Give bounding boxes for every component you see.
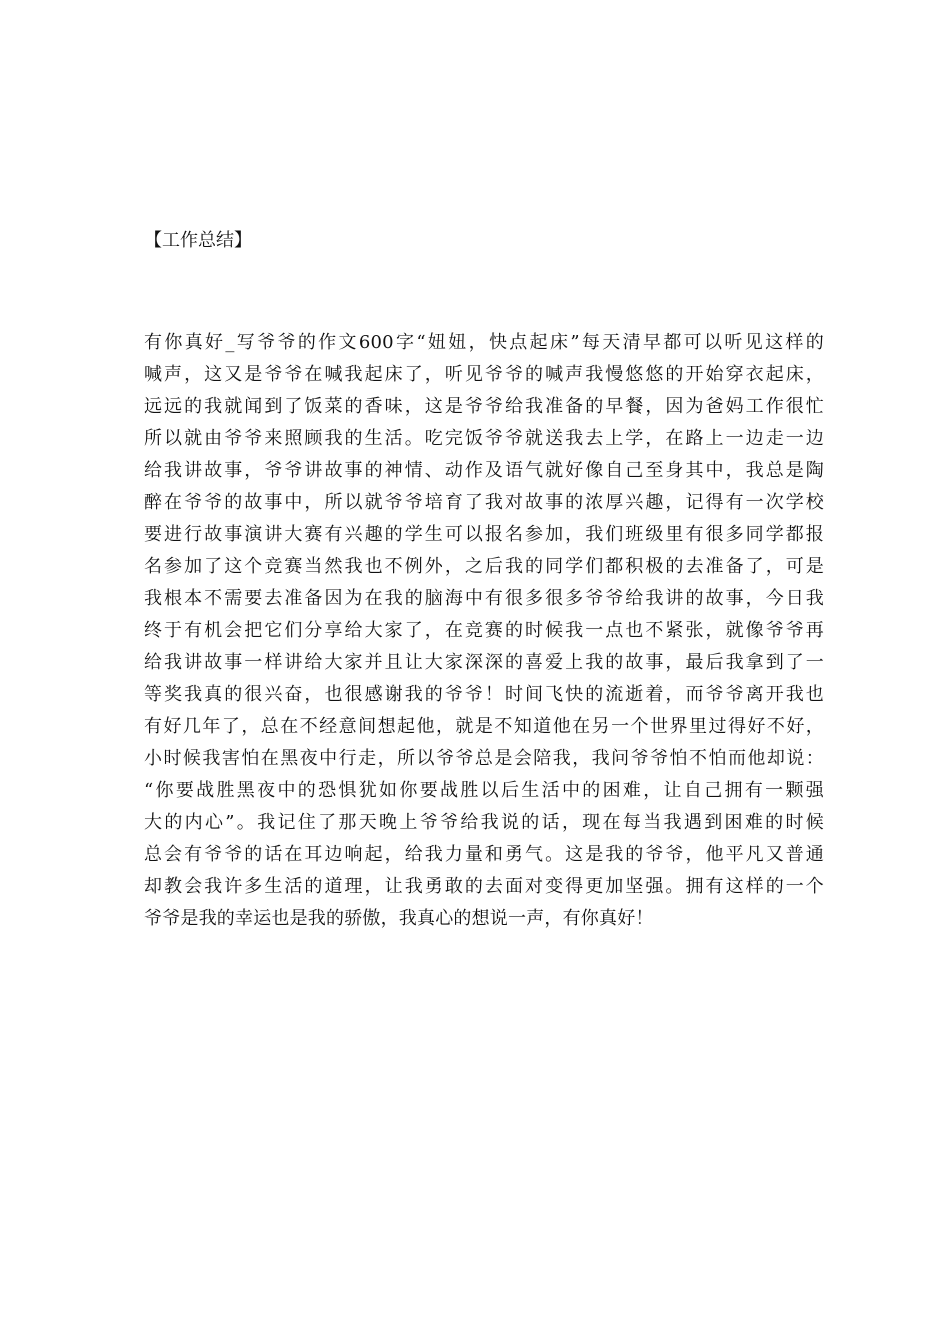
body-line: 给我讲故事，爷爷讲故事的神情、动作及语气就好像自己至身其中，我总是陶 (144, 460, 824, 481)
body-line: 有好几年了，总在不经意间想起他，就是不知道他在另一个世界里过得好不好， (144, 716, 824, 737)
document-heading: 【工作总结】 (144, 230, 252, 251)
body-line: 我根本不需要去准备因为在我的脑海中有很多很多爷爷给我讲的故事，今日我 (144, 588, 824, 609)
body-line: 总会有爷爷的话在耳边响起，给我力量和勇气。这是我的爷爷，他平凡又普通 (144, 844, 824, 865)
body-line: 终于有机会把它们分享给大家了，在竞赛的时候我一点也不紧张，就像爷爷再 (144, 620, 824, 641)
body-line: 远远的我就闻到了饭菜的香味，这是爷爷给我准备的早餐，因为爸妈工作很忙 (144, 396, 824, 417)
body-line: 小时候我害怕在黑夜中行走，所以爷爷总是会陪我，我问爷爷怕不怕而他却说： (144, 748, 824, 769)
body-line: 给我讲故事一样讲给大家并且让大家深深的喜爱上我的故事，最后我拿到了一 (144, 652, 824, 673)
body-line: 爷爷是我的幸运也是我的骄傲，我真心的想说一声，有你真好！ (144, 908, 654, 929)
document-body (144, 327, 824, 935)
body-line: 有你真好_写爷爷的作文600字“妞妞，快点起床”每天清早都可以听见这样的 (144, 332, 824, 353)
body-line: 却教会我许多生活的道理，让我勇敢的去面对变得更加坚强。拥有这样的一个 (144, 876, 824, 897)
body-line: 醉在爷爷的故事中，所以就爷爷培育了我对故事的浓厚兴趣，记得有一次学校 (144, 492, 824, 513)
body-line: 等奖我真的很兴奋，也很感谢我的爷爷！时间飞快的流逝着，而爷爷离开我也 (144, 684, 824, 705)
body-line: 大的内心”。我记住了那天晚上爷爷给我说的话，现在每当我遇到困难的时候 (144, 812, 824, 833)
body-line: “你要战胜黑夜中的恐惧犹如你要战胜以后生活中的困难，让自己拥有一颗强 (144, 780, 824, 801)
body-line: 喊声，这又是爷爷在喊我起床了，听见爷爷的喊声我慢悠悠的开始穿衣起床， (144, 364, 824, 385)
body-line: 要进行故事演讲大赛有兴趣的学生可以报名参加，我们班级里有很多同学都报 (144, 524, 824, 545)
body-line: 所以就由爷爷来照顾我的生活。吃完饭爷爷就送我去上学，在路上一边走一边 (144, 428, 824, 449)
body-line: 名参加了这个竞赛当然我也不例外，之后我的同学们都积极的去准备了，可是 (144, 556, 824, 577)
